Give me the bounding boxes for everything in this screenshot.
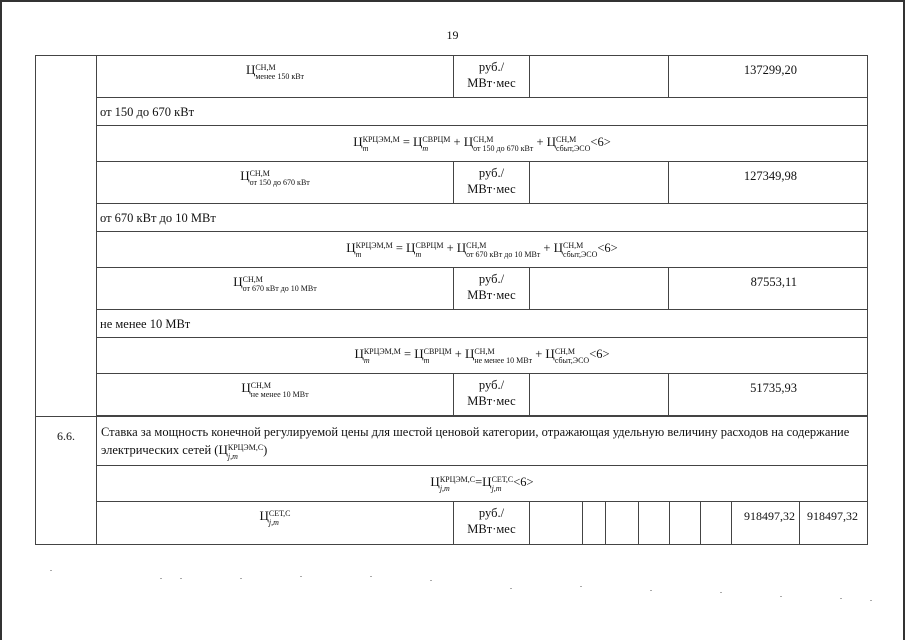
empty-cell xyxy=(530,268,669,310)
empty-cell xyxy=(639,502,670,544)
page-number: 19 xyxy=(446,28,459,42)
table-row xyxy=(36,310,868,338)
table-row xyxy=(36,98,868,126)
table-row xyxy=(36,126,868,162)
number-cell-empty xyxy=(36,56,97,417)
range-label: от 150 до 670 кВт xyxy=(97,98,868,126)
formula: Ц КРЦЭМ,С j,m =Ц СЕТ,С j,m <6> xyxy=(97,466,868,502)
value-grid xyxy=(530,502,868,545)
table-row xyxy=(36,204,868,232)
price-symbol: Ц СН,М менее 150 кВт xyxy=(97,56,454,98)
unit-cell: руб./ МВт·мес xyxy=(454,162,530,204)
range-label: не менее 10 МВт xyxy=(97,310,868,338)
price-value: 127349,98 xyxy=(669,162,868,204)
price-symbol: Ц СЕТ,С j,m xyxy=(97,502,454,545)
price-value: 137299,20 xyxy=(669,56,868,98)
formula: Ц КРЦЭМ,М m = Ц СВРЦМ m + Ц СН,М не менее 10 МВт + Ц СН,М сбыт,ЭСО <6> xyxy=(97,338,868,374)
empty-cell xyxy=(530,162,669,204)
unit-cell: руб./ МВт·мес xyxy=(454,374,530,416)
scan-noise xyxy=(40,568,880,608)
empty-cell xyxy=(606,502,639,544)
price-value: 918497,32 xyxy=(807,509,858,523)
table-row xyxy=(36,417,868,466)
formula: Ц КРЦЭМ,М m = Ц СВРЦМ m + Ц СН,М от 150 до 670 кВт + Ц СН,М сбыт,ЭСО <6> xyxy=(97,126,868,162)
price-symbol: Ц СН,М от 670 кВт до 10 МВт xyxy=(97,268,454,310)
price-value: 87553,11 xyxy=(669,268,868,310)
empty-cell xyxy=(583,502,606,544)
page-border-top xyxy=(0,0,905,2)
empty-cell xyxy=(530,502,583,544)
empty-cell xyxy=(530,374,669,416)
page-border-left xyxy=(0,0,2,640)
table-row xyxy=(36,338,868,374)
table-row xyxy=(36,502,868,545)
price-value: 51735,93 xyxy=(669,374,868,416)
table-row xyxy=(36,374,868,416)
item-description: Ставка за мощность конечной регулируемой цены для шестой ценовой категории, отражающая удельную величину расходов на содержание электрических сетей (Ц КРЦЭМ,С j,m ) xyxy=(97,417,868,466)
price-symbol: Ц СН,М не менее 10 МВт xyxy=(97,374,454,416)
range-label: от 670 кВт до 10 МВт xyxy=(97,204,868,232)
price-symbol: Ц СН,М от 150 до 670 кВт xyxy=(97,162,454,204)
unit-cell: руб./ МВт·мес xyxy=(454,502,530,545)
price-value: 918497,32 xyxy=(732,502,800,544)
unit-cell: руб./ МВт·мес xyxy=(454,56,530,98)
table-row xyxy=(36,232,868,268)
table-row xyxy=(36,268,868,310)
table-row xyxy=(36,162,868,204)
formula: Ц КРЦЭМ,М m = Ц СВРЦМ m + Ц СН,М от 670 кВт до 10 МВт + Ц СН,М сбыт,ЭСО <6> xyxy=(97,232,868,268)
tariff-table xyxy=(35,55,868,545)
empty-cell xyxy=(701,502,732,544)
unit-cell: руб./ МВт·мес xyxy=(454,268,530,310)
table-row xyxy=(36,56,868,98)
table-row xyxy=(36,466,868,502)
empty-cell xyxy=(670,502,701,544)
empty-cell xyxy=(530,56,669,98)
item-number: 6.6. xyxy=(36,417,97,545)
